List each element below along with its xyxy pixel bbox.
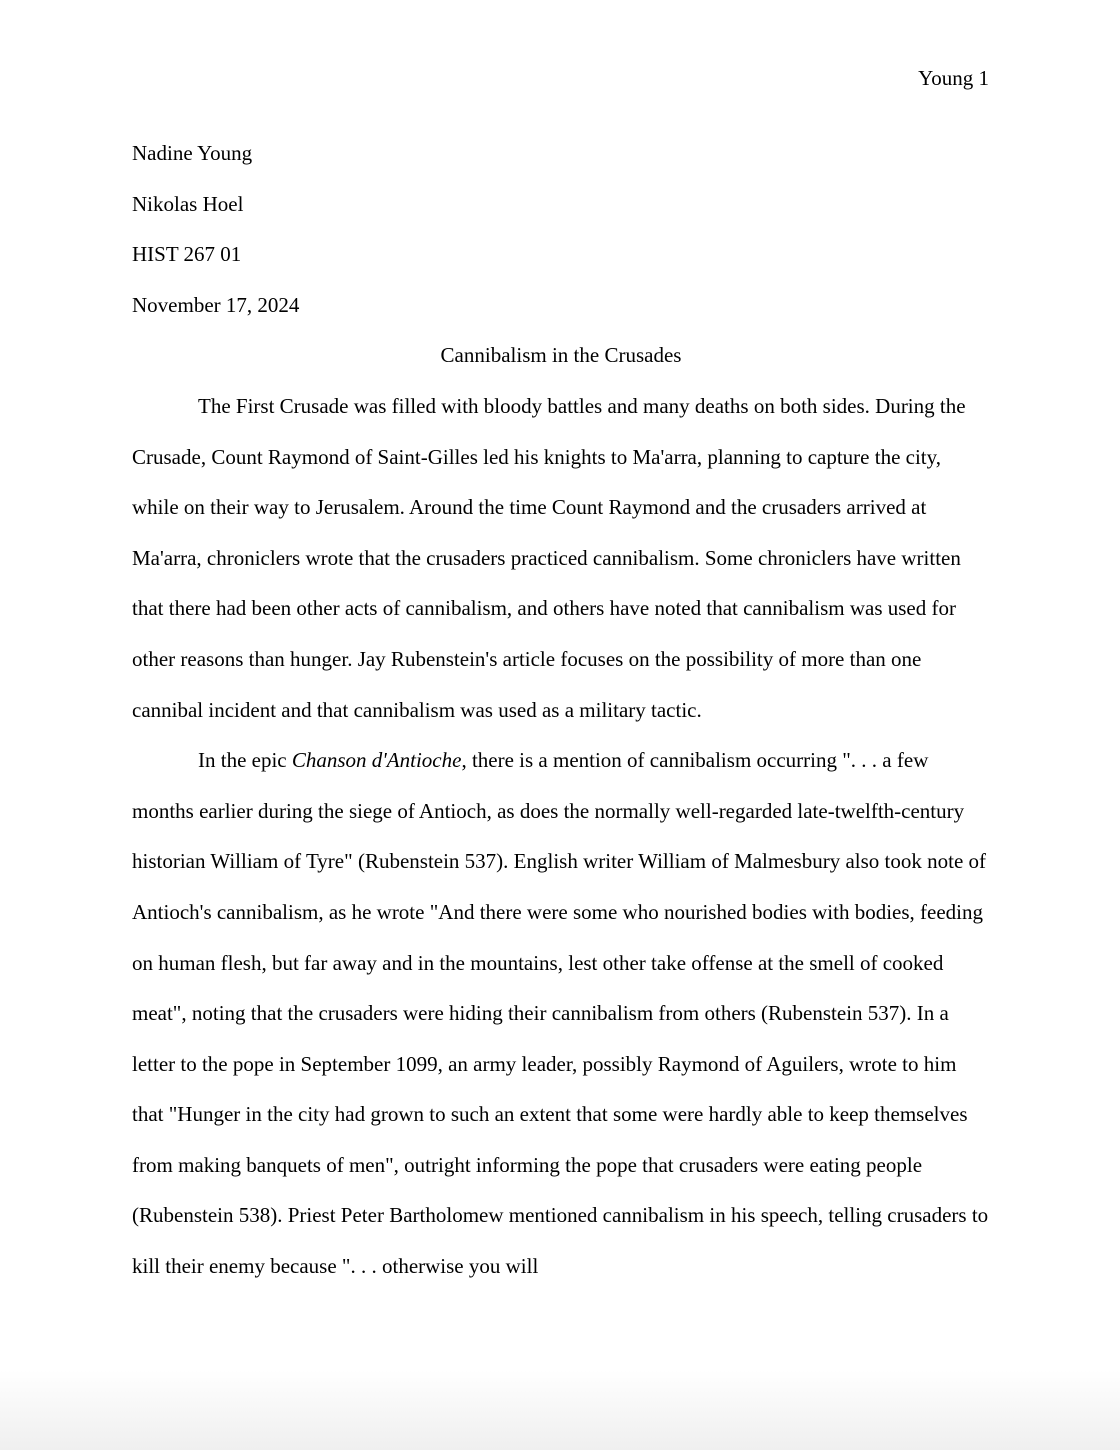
- essay-date: November 17, 2024: [132, 292, 300, 317]
- paragraph-2-rest: , there is a mention of cannibalism occurring ". . . a few months earlier during the siege of Antioch, as does the normally well-regarded late-twelfth-century historian William of Tyre" (Rubenstein 537). English writer William of Malmesbury also took note of Antioch's cannibalism, as he wrote "And there were some who nourished bodies with bodies, feeding on human flesh, but far away and in the mountains, lest other take offense at the smell of cooked meat", noting that the crusaders were hiding their cannibalism from others (Rubenstein 537). In a letter to the pope in September 1099, an army leader, possibly Raymond of Aguilers, wrote to him that "Hunger in the city had grown to such an extent that some were hardly able to keep themselves from making banquets of men", outright informing the pope that crusaders were eating people (Rubenstein 538). Priest Peter Bartholomew mentioned cannibalism in his speech, telling crusaders to kill their enemy because ". . . otherwise you will: [132, 748, 989, 1279]
- course-code: HIST 267 01: [132, 242, 242, 267]
- instructor-name: Nikolas Hoel: [132, 191, 244, 216]
- running-head: Young 1: [918, 66, 989, 90]
- paragraph-2-lead: In the epic: [198, 748, 292, 773]
- work-title: Chanson d'Antioche: [291, 748, 462, 773]
- page-bottom-shade: [0, 1370, 1120, 1450]
- paragraph-2: [132, 735, 990, 1292]
- paragraph-1: The First Crusade was filled with bloody battles and many deaths on both sides. During the Crusade, Count Raymond of Saint-Gilles led his knights to Ma'arra, planning to capture the city, while on their way to Jerusalem. Around the time Count Raymond and the crusaders arrived at Ma'arra, chroniclers wrote that the crusaders practiced cannibalism. Some chroniclers have written that there had been other acts of cannibalism, and others have noted that cannibalism was used for other reasons than hunger. Jay Rubenstein's article focuses on the possibility of more than one cannibal incident and that cannibalism was used as a military tactic.: [132, 393, 966, 722]
- document-body: [132, 128, 990, 1292]
- essay-title: Cannibalism in the Crusades: [440, 343, 682, 368]
- student-name: Nadine Young: [132, 141, 253, 165]
